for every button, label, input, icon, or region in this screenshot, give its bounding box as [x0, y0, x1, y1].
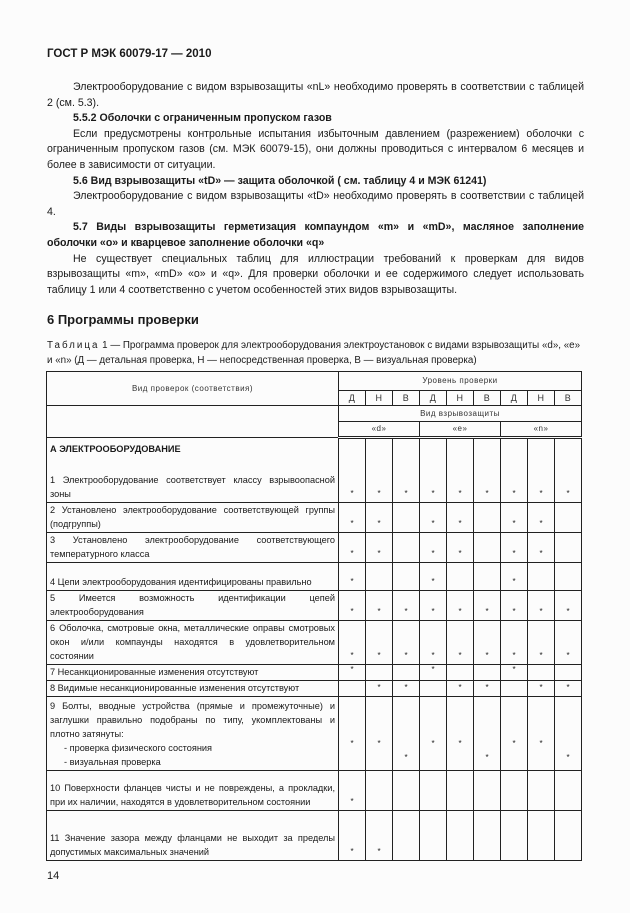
mark-visual — [450, 753, 470, 767]
mark-cell — [447, 811, 474, 861]
level-3: Д — [420, 391, 447, 406]
mark-cell: * — [339, 563, 366, 591]
mark-cell — [447, 697, 474, 771]
section-title: 6 Программы проверки — [47, 312, 199, 328]
mark-visual — [369, 753, 389, 767]
mark-cell — [555, 771, 582, 811]
mark-cell: * — [339, 503, 366, 533]
mark-cell — [555, 697, 582, 771]
table-row — [47, 681, 582, 697]
mark-cell: * — [339, 621, 366, 665]
table-row — [47, 811, 582, 861]
mark-cell — [420, 697, 447, 771]
table-row — [47, 591, 582, 621]
mark-cell — [528, 665, 555, 681]
table-row — [47, 503, 582, 533]
mark-cell: * — [420, 438, 447, 503]
mark-cell — [501, 681, 528, 697]
mark-cell: * — [339, 771, 366, 811]
caption-label: Таблица — [47, 340, 100, 352]
mark-cell: * — [393, 681, 420, 697]
row-subitem: - проверка физического состояния — [64, 743, 213, 754]
mark-cell — [474, 563, 501, 591]
mark-cell: * — [474, 621, 501, 665]
row-description — [47, 533, 339, 563]
row-text: 4 Цепи электрооборудования идентифицированы правильно — [50, 577, 312, 588]
mark-visual — [423, 753, 443, 767]
paragraph: Если предусмотрены контрольные испытания избыточным давлением (разрежением) оболочки с ограниченным пропуском газов (см. МЭК 60079-15), они должны проводиться с интервалом 6 месяцев и более в зависимости от ситуации. — [47, 127, 584, 171]
mark-cell — [555, 811, 582, 861]
mark-cell: * — [474, 681, 501, 697]
mark-cell: * — [339, 591, 366, 621]
mark-cell: * — [555, 681, 582, 697]
mark-cell — [393, 533, 420, 563]
mark-cell: * — [447, 438, 474, 503]
header-spacer — [47, 406, 339, 438]
mark-cell: * — [501, 563, 528, 591]
inspection-table — [46, 371, 582, 861]
mark-cell: * — [366, 591, 393, 621]
mark-cell: * — [555, 621, 582, 665]
row-text: 6 Оболочка, смотровые окна, металлические оправы смотровых окон и/или компаунды находятся в удовлетворительном состоянии — [50, 623, 335, 662]
subsection-heading: 5.7 Виды взрывозащиты герметизация компаундом «m» и «mD», масляное заполнение оболочки «о» и кварцевое заполнение оболочки «q» — [47, 221, 584, 249]
mark-cell: * — [339, 438, 366, 503]
row-text: 10 Поверхности фланцев чисты и не повреждены, а прокладки, при их наличии, находятся в удовлетворительном состоянии — [50, 783, 335, 808]
mark-cell — [393, 503, 420, 533]
mark-cell — [366, 665, 393, 681]
row-description — [47, 681, 339, 697]
table-row — [47, 533, 582, 563]
mark-cell: * — [339, 533, 366, 563]
mark-visual — [504, 753, 524, 767]
mark-cell — [447, 665, 474, 681]
mark-cell — [474, 771, 501, 811]
protection-d: «d» — [339, 422, 420, 438]
mark-cell — [366, 697, 393, 771]
mark-cell: * — [420, 563, 447, 591]
mark-cell: * — [447, 681, 474, 697]
document-header: ГОСТ Р МЭК 60079-17 — 2010 — [47, 48, 212, 60]
mark-cell: * — [420, 591, 447, 621]
row-text: 5 Имеется возможность идентификации цепей электрооборудования — [50, 593, 335, 618]
mark-cell: * — [339, 665, 366, 681]
level-4: Н — [447, 391, 474, 406]
mark-cell: * — [393, 591, 420, 621]
mark-cell — [555, 563, 582, 591]
table-row — [47, 697, 582, 771]
mark-cell — [393, 665, 420, 681]
level-2: В — [393, 391, 420, 406]
mark-cell — [420, 811, 447, 861]
level-5: В — [474, 391, 501, 406]
mark-cell — [366, 563, 393, 591]
mark-cell — [528, 563, 555, 591]
paragraph: Электрооборудование с видом взрывозащиты «tD» необходимо проверять в соответствии с таблицей 4. — [47, 190, 584, 218]
subsection-heading: 5.5.2 Оболочки с ограниченным пропуском газов — [73, 112, 332, 125]
mark-cell: * — [528, 621, 555, 665]
mark-cell — [447, 771, 474, 811]
mark-cell: * — [474, 591, 501, 621]
row-description — [47, 665, 339, 681]
mark-cell — [420, 681, 447, 697]
row-description — [47, 591, 339, 621]
mark-cell: * — [420, 621, 447, 665]
mark-cell — [339, 681, 366, 697]
row-description — [47, 811, 339, 861]
mark-cell — [528, 771, 555, 811]
mark-cell: * — [528, 681, 555, 697]
row-description — [47, 697, 339, 771]
protection-e: «е» — [420, 422, 501, 438]
mark-cell: * — [366, 438, 393, 503]
mark-physical: * — [539, 739, 543, 749]
caption-text: 1 — Программа проверок для электрооборудования электроустановок с видами взрывозащиты «d», «е» и «n» (Д — детальная проверка, Н — непосредственная проверка, В — визуальная проверка) — [47, 340, 581, 366]
mark-cell — [501, 771, 528, 811]
column-header-check-type: Вид проверок (соответствия) — [47, 372, 339, 406]
mark-cell: * — [420, 503, 447, 533]
mark-cell: * — [501, 591, 528, 621]
mark-cell — [420, 771, 447, 811]
mark-cell — [393, 563, 420, 591]
mark-visual: * — [485, 753, 489, 763]
mark-cell — [501, 811, 528, 861]
mark-cell — [474, 533, 501, 563]
page — [47, 0, 584, 893]
mark-visual — [342, 753, 362, 767]
row-subitem: - визуальная проверка — [64, 757, 161, 768]
mark-cell: * — [366, 621, 393, 665]
table-row — [47, 665, 582, 681]
row-description — [47, 563, 339, 591]
mark-physical: * — [458, 739, 462, 749]
mark-physical — [396, 739, 416, 753]
mark-cell: * — [447, 621, 474, 665]
mark-cell — [528, 811, 555, 861]
level-0: Д — [339, 391, 366, 406]
mark-physical — [477, 739, 497, 753]
protection-header: Вид взрывозащиты — [339, 406, 582, 422]
level-7: Н — [528, 391, 555, 406]
row-text: 2 Установлено электрооборудование соответствующей группы (подгруппы) — [50, 505, 335, 530]
mark-cell: * — [501, 503, 528, 533]
mark-cell: * — [501, 438, 528, 503]
section-label: А ЭЛЕКТРООБОРУДОВАНИЕ — [50, 444, 181, 455]
mark-cell — [474, 697, 501, 771]
mark-cell: * — [420, 533, 447, 563]
row-description — [47, 621, 339, 665]
mark-cell: * — [366, 811, 393, 861]
row-description — [47, 771, 339, 811]
mark-cell: * — [393, 438, 420, 503]
table-row — [47, 563, 582, 591]
protection-n: «n» — [501, 422, 582, 438]
mark-cell: * — [528, 533, 555, 563]
row-text: 1 Электрооборудование соответствует классу взрывоопасной зоны — [50, 475, 335, 500]
row-description — [47, 503, 339, 533]
row-text: 11 Значение зазора между фланцами не выходит за пределы допустимых максимальных значений — [50, 833, 335, 858]
mark-cell: * — [501, 621, 528, 665]
mark-visual: * — [404, 753, 408, 763]
mark-cell — [366, 771, 393, 811]
mark-cell — [393, 697, 420, 771]
row-description — [47, 438, 339, 503]
mark-cell: * — [555, 591, 582, 621]
subsection-heading: 5.6 Вид взрывозащиты «tD» — защита оболочкой ( см. таблицу 4 и МЭК 61241) — [73, 174, 487, 187]
mark-visual — [531, 753, 551, 767]
mark-cell: * — [528, 438, 555, 503]
page-number: 14 — [47, 870, 60, 883]
mark-physical: * — [512, 739, 516, 749]
mark-physical — [558, 739, 578, 753]
table-caption — [47, 339, 584, 368]
mark-cell — [339, 697, 366, 771]
mark-cell: * — [366, 533, 393, 563]
row-text: 3 Установлено электрооборудование соответствующего температурного класса — [50, 535, 335, 560]
mark-visual: * — [566, 753, 570, 763]
level-1: Н — [366, 391, 393, 406]
mark-physical: * — [377, 739, 381, 749]
paragraph: Электрооборудование с видом взрывозащиты «nL» необходимо проверять в соответствии с таблицей 2 (см. 5.3). — [47, 81, 584, 109]
mark-cell — [555, 533, 582, 563]
mark-cell — [393, 811, 420, 861]
mark-cell: * — [366, 681, 393, 697]
row-text: 9 Болты, вводные устройства (прямые и промежуточные) и заглушки правильно подобраны по типу, укомплектованы и плотно затянуты: — [50, 701, 335, 740]
mark-cell: * — [474, 438, 501, 503]
mark-cell — [393, 771, 420, 811]
mark-cell: * — [555, 438, 582, 503]
mark-cell: * — [366, 503, 393, 533]
mark-cell: * — [447, 533, 474, 563]
mark-cell — [474, 665, 501, 681]
mark-cell: * — [528, 591, 555, 621]
mark-physical: * — [350, 739, 354, 749]
mark-cell — [474, 503, 501, 533]
mark-cell: * — [420, 665, 447, 681]
level-6: Д — [501, 391, 528, 406]
mark-cell: * — [501, 533, 528, 563]
row-text: 8 Видимые несанкционированные изменения отсутствуют — [50, 683, 300, 694]
paragraph: Не существует специальных таблиц для иллюстрации требований к проверкам для видов взрывозащиты «m», «mD» «о» и «q». Для проверки оболочки и ее содержимого следует использовать таблицу 1 или 4 соответственно с учетом особенностей этих видов взрывозащиты. — [47, 252, 584, 296]
mark-cell: * — [528, 503, 555, 533]
mark-cell: * — [447, 503, 474, 533]
mark-cell — [474, 811, 501, 861]
mark-cell — [528, 697, 555, 771]
mark-cell — [501, 697, 528, 771]
mark-cell — [555, 665, 582, 681]
mark-cell: * — [393, 621, 420, 665]
mark-cell: * — [447, 591, 474, 621]
body-text — [47, 80, 584, 298]
mark-cell: * — [339, 811, 366, 861]
table-row — [47, 621, 582, 665]
level-8: В — [555, 391, 582, 406]
row-text: 7 Несанкционированные изменения отсутствуют — [50, 667, 259, 678]
level-header: Уровень проверки — [339, 372, 582, 391]
table-row — [47, 438, 582, 503]
mark-physical: * — [431, 739, 435, 749]
mark-cell: * — [501, 665, 528, 681]
table-row — [47, 771, 582, 811]
mark-cell — [447, 563, 474, 591]
mark-cell — [555, 503, 582, 533]
